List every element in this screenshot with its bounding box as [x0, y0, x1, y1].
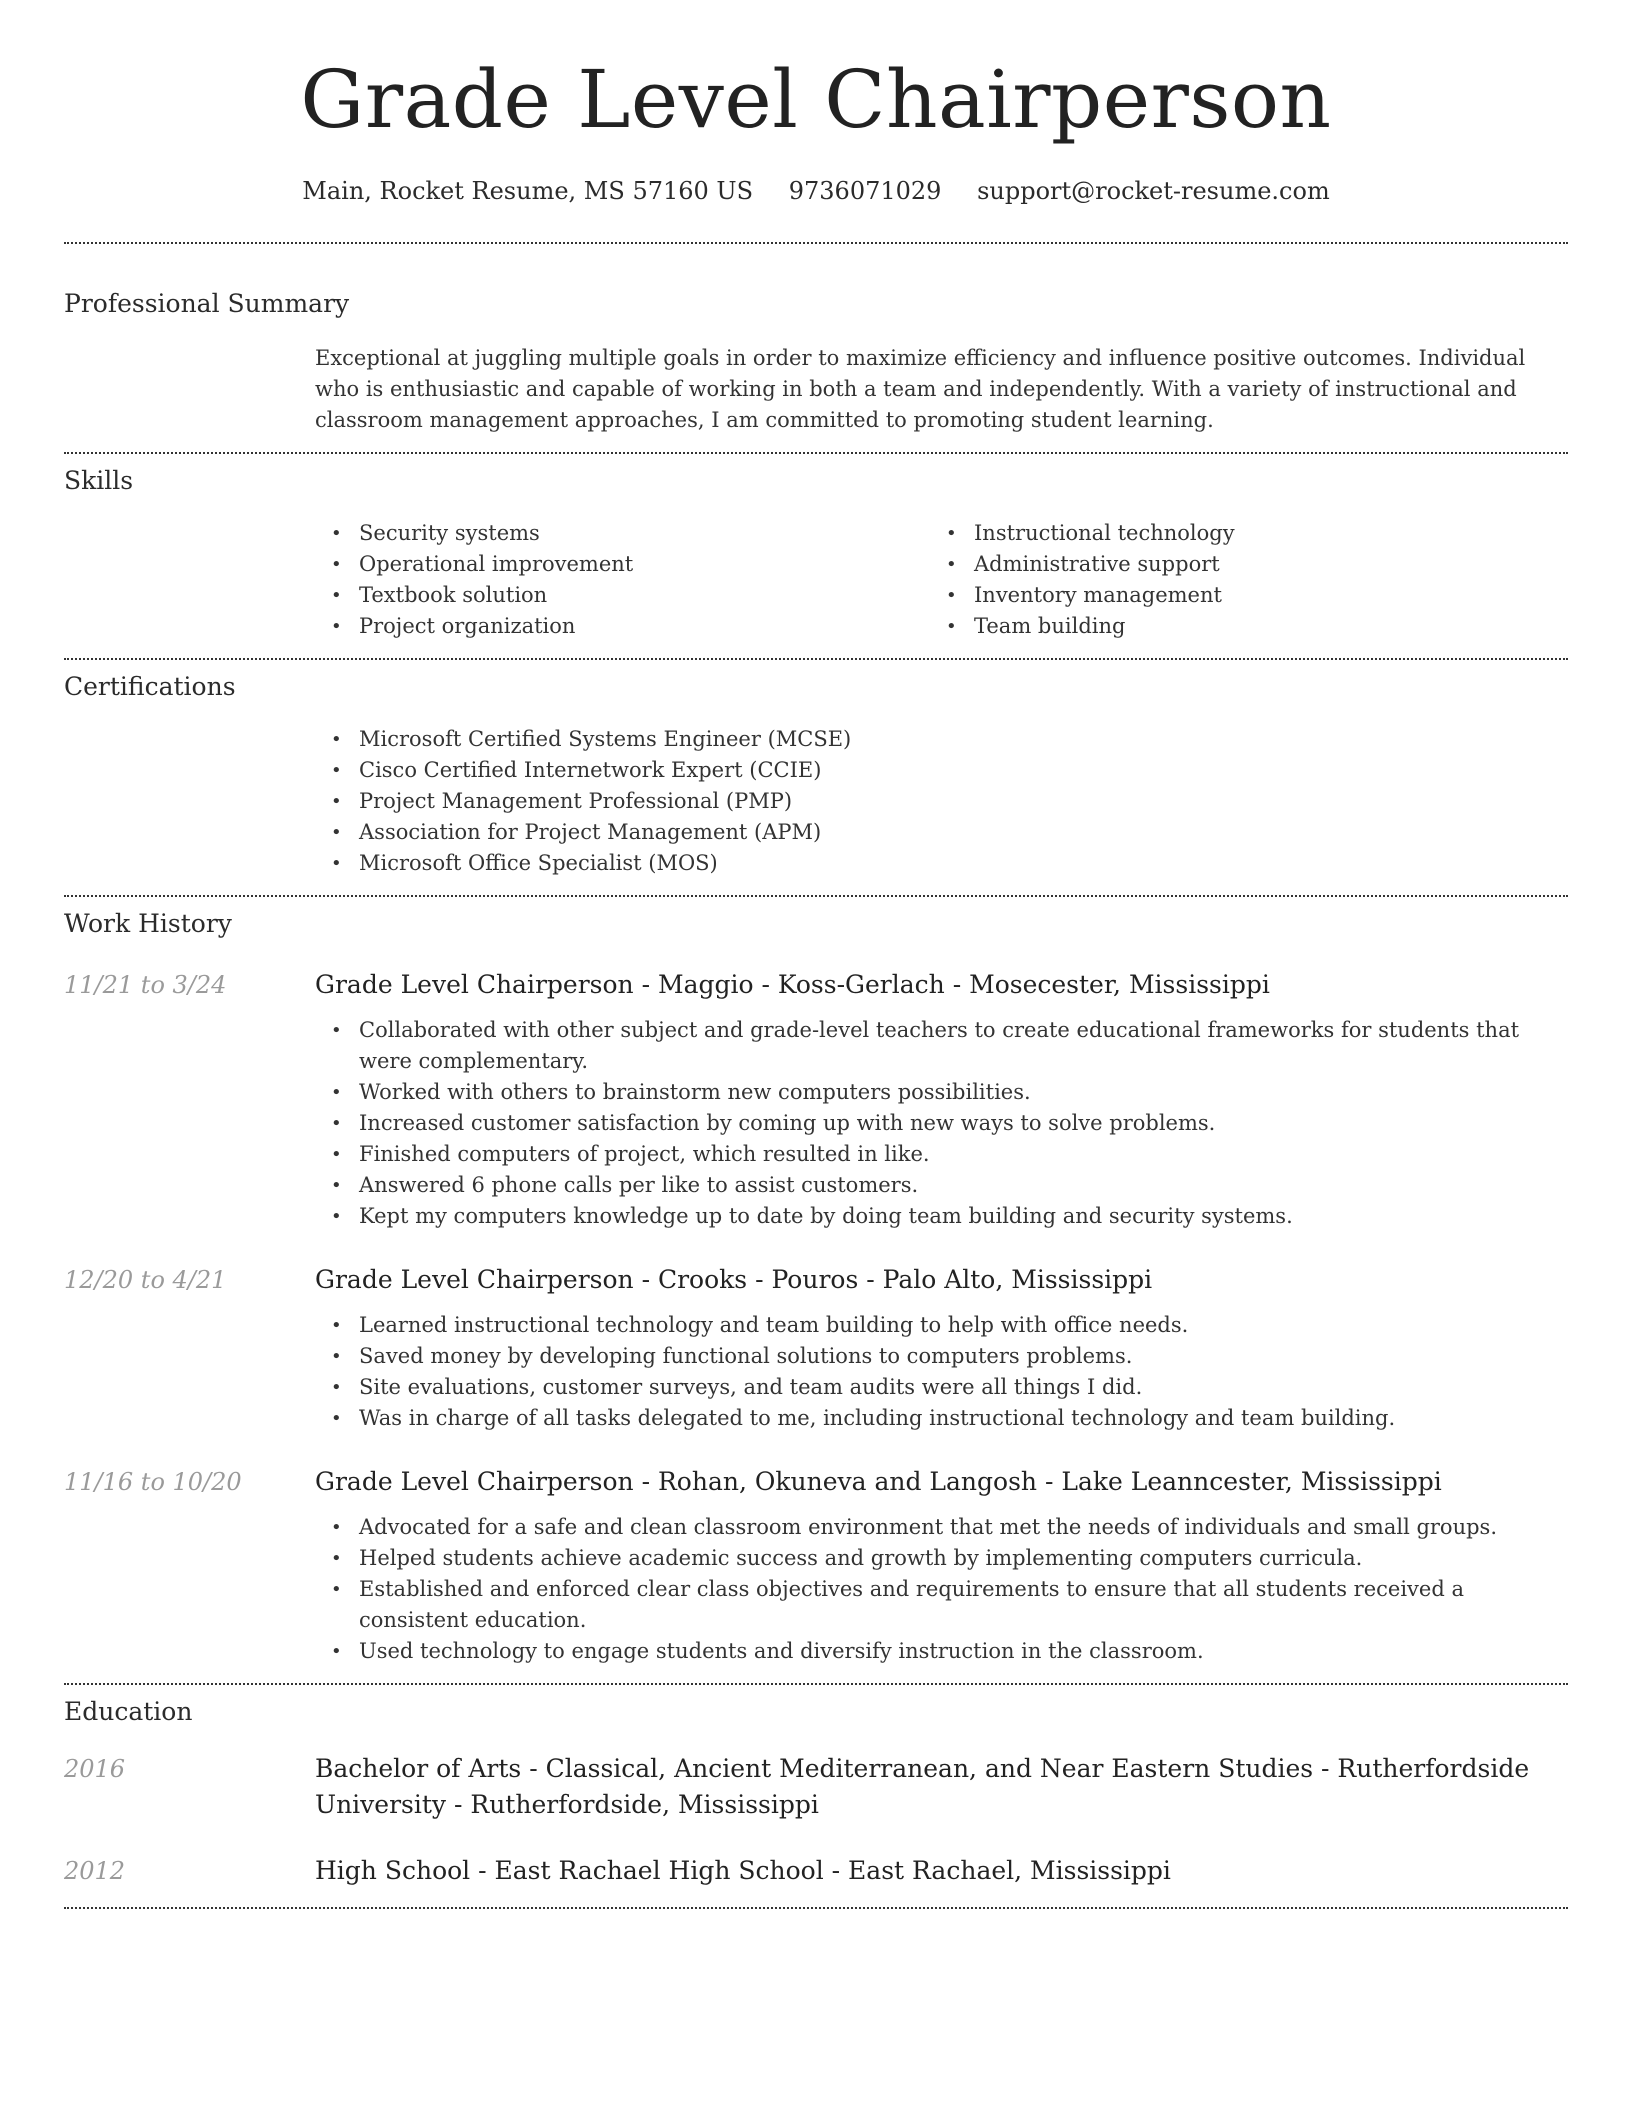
job-bullets [315, 1310, 1568, 1434]
job-title: Grade Level Chairperson - Maggio - Koss-Gerlach - Mosecester, Mississippi [315, 970, 1270, 999]
job-date: 11/21 to 3/24 [64, 971, 227, 999]
contact-address: Main, Rocket Resume, MS 57160 US [302, 177, 754, 205]
certification-item: • Association for Project Management (APM) [315, 817, 1568, 848]
job-bullet: • Finished computers of project, which resulted in like. [315, 1139, 1568, 1170]
education-degree: High School - East Rachael High School - East Rachael, Mississippi [315, 1856, 1171, 1885]
skill-item: • Team building [930, 611, 1545, 642]
job-bullet: • Worked with others to brainstorm new computers possibilities. [315, 1077, 1568, 1108]
section-title: Skills [64, 466, 134, 495]
contact-line [64, 176, 1568, 206]
job-bullets [315, 1015, 1568, 1232]
job-date: 12/20 to 4/21 [64, 1266, 227, 1294]
skills-column-left [315, 518, 930, 642]
certification-list [315, 702, 1568, 895]
candidate-name: Grade Level Chairperson [300, 53, 1332, 146]
job-bullet: • Used technology to engage students and diversify instruction in the classroom. [315, 1636, 1568, 1667]
job-bullet: • Answered 6 phone calls per like to assist customers. [315, 1170, 1568, 1201]
job-entry [64, 1434, 1568, 1667]
certification-item: • Project Management Professional (PMP) [315, 786, 1568, 817]
certification-item: • Microsoft Certified Systems Engineer (MCSE) [315, 724, 1568, 755]
job-entry [64, 939, 1568, 1232]
skills-column-right [930, 518, 1545, 642]
contact-email: support@rocket-resume.com [977, 177, 1330, 205]
skill-item: • Security systems [315, 518, 930, 549]
job-bullets [315, 1512, 1568, 1667]
skills-columns [315, 496, 1568, 658]
skill-item: • Administrative support [930, 549, 1545, 580]
skill-item: • Textbook solution [315, 580, 930, 611]
resume-header [64, 0, 1568, 206]
section-title: Certifications [64, 672, 236, 701]
job-bullet: • Collaborated with other subject and grade-level teachers to create educational frameworks for students that were complementary. [315, 1015, 1568, 1077]
job-bullet: • Site evaluations, customer surveys, and team audits were all things I did. [315, 1372, 1568, 1403]
certification-item: • Cisco Certified Internetwork Expert (CCIE) [315, 755, 1568, 786]
skills-section [64, 454, 1568, 658]
job-bullet: • Was in charge of all tasks delegated to me, including instructional technology and team building. [315, 1403, 1568, 1434]
job-bullet: • Saved money by developing functional solutions to computers problems. [315, 1341, 1568, 1372]
job-bullet: • Helped students achieve academic success and growth by implementing computers curricula. [315, 1543, 1568, 1574]
job-bullet: • Established and enforced clear class objectives and requirements to ensure that all students received a consistent education. [315, 1574, 1568, 1636]
section-title: Work History [64, 909, 232, 938]
skill-item: • Operational improvement [315, 549, 930, 580]
job-date: 11/16 to 10/20 [64, 1468, 242, 1496]
work-history-section [64, 897, 1568, 1683]
summary-section [64, 244, 1568, 452]
section-title: Education [64, 1697, 193, 1726]
section-title: Professional Summary [64, 289, 350, 318]
summary-text: Exceptional at juggling multiple goals in order to maximize efficiency and influence positive outcomes. Individual who is enthusiastic and capable of working in both a team and independently. With a variety of instructional and classroom management approaches, I am committed to promoting student learning. [315, 346, 1526, 432]
job-entry [64, 1232, 1568, 1434]
job-bullet: • Learned instructional technology and team building to help with office needs. [315, 1310, 1568, 1341]
certification-item: • Microsoft Office Specialist (MOS) [315, 848, 1568, 879]
divider [64, 1907, 1568, 1909]
job-bullet: • Kept my computers knowledge up to date by doing team building and security systems. [315, 1201, 1568, 1232]
education-degree: Bachelor of Arts - Classical, Ancient Mediterranean, and Near Eastern Studies - Rutherfordside University - Rutherfordside, Mississippi [315, 1754, 1530, 1819]
skill-item: • Instructional technology [930, 518, 1545, 549]
job-title: Grade Level Chairperson - Rohan, Okuneva and Langosh - Lake Leanncester, Mississippi [315, 1467, 1442, 1496]
education-section [64, 1685, 1568, 1907]
job-bullet: • Advocated for a safe and clean classroom environment that met the needs of individuals and small groups. [315, 1512, 1568, 1543]
education-entry [64, 1823, 1568, 1889]
job-title: Grade Level Chairperson - Crooks - Pouros - Palo Alto, Mississippi [315, 1265, 1153, 1294]
education-year: 2016 [64, 1755, 126, 1783]
skill-item: • Project organization [315, 611, 930, 642]
certifications-section [64, 660, 1568, 895]
skill-item: • Inventory management [930, 580, 1545, 611]
education-year: 2012 [64, 1857, 126, 1885]
contact-phone: 9736071029 [788, 177, 942, 205]
resume-page [64, 0, 1568, 1909]
job-bullet: • Increased customer satisfaction by coming up with new ways to solve problems. [315, 1108, 1568, 1139]
education-entry [64, 1727, 1568, 1823]
